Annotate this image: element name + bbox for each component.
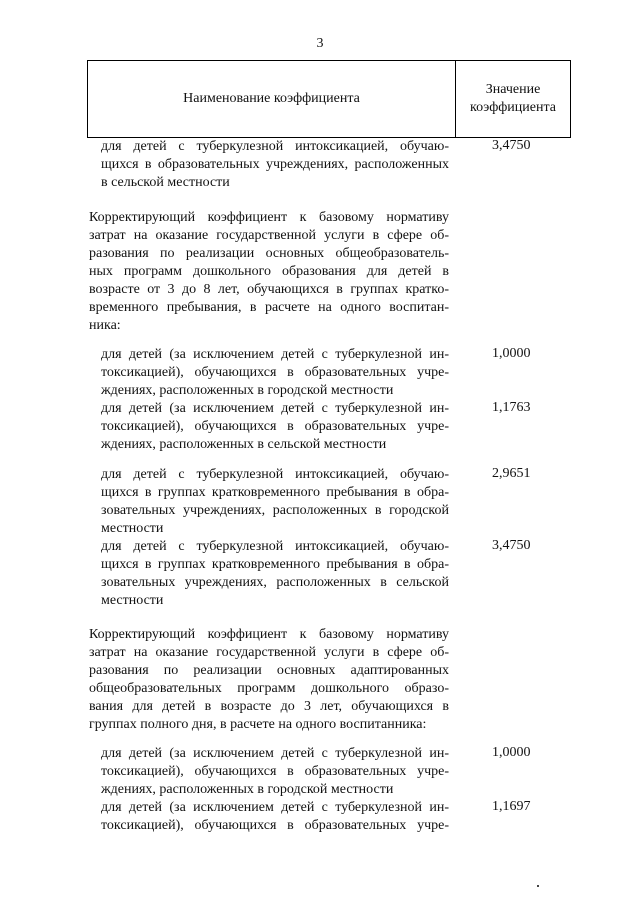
row-text: для детей (за исключением детей с туберкулезной ин- токсикацией), обучающихся в образовательных учре- ждениях, расположенных в городской местности — [101, 746, 449, 797]
row-text: для детей (за исключением детей с туберкулезной ин- токсикацией), обучающихся в образовательных учре- — [101, 800, 449, 833]
row-text: для детей (за исключением детей с туберкулезной ин- токсикацией), обучающихся в образовательных учре- ждениях, расположенных в сельской местности — [101, 401, 449, 452]
row-value: 2,9651 — [492, 466, 531, 481]
value-header-line2: коэффициента — [470, 100, 556, 115]
row-text: для детей с туберкулезной интоксикацией, обучаю- щихся в группах кратковременного пребывания в обра- зовательных учреждениях, расположенных в городской местности — [101, 467, 449, 536]
row-text: для детей с туберкулезной интоксикацией, обучаю- щихся в образовательных учреждениях, расположенных в сельской местности — [101, 139, 449, 190]
row-value: 1,0000 — [492, 346, 531, 361]
row-value: 1,0000 — [492, 745, 531, 760]
name-column-header: Наименование коэффициента — [88, 61, 456, 137]
row-value: 3,4750 — [492, 538, 531, 553]
row-value: 1,1697 — [492, 799, 531, 814]
row-text: для детей с туберкулезной интоксикацией, обучаю- щихся в группах кратковременного пребывания в обра- зовательных учреждениях, расположенных в сельской местности — [101, 539, 449, 608]
value-header-line1: Значение — [485, 82, 541, 97]
row-text: Корректирующий коэффициент к базовому нормативу затрат на оказание государственной услуги в сфере об- разования по реализации основных общеобразователь- ных программ дошкольного образования для детей в возрасте от 3 до 8 лет, обучающихся в группах кратко- временного пребывания, в расчете на одного воспитан- ника: — [89, 210, 449, 333]
row-value: 3,4750 — [492, 138, 531, 153]
row-text: для детей (за исключением детей с туберкулезной ин- токсикацией), обучающихся в образовательных учре- ждениях, расположенных в городской местности — [101, 347, 449, 398]
table-header — [87, 60, 571, 138]
row-text: Корректирующий коэффициент к базовому нормативу затрат на оказание государственной услуги в сфере об- разования по реализации основных адаптированных общеобразовательных программ дошкольного образо- вания для детей в возрасте до 3 лет, обучающихся в группах полного дня, в расчете на одного воспитанника: — [89, 627, 449, 732]
scan-speck — [537, 885, 539, 887]
page-number: 3 — [316, 36, 324, 51]
value-column-header — [456, 61, 570, 137]
row-value: 1,1763 — [492, 400, 531, 415]
